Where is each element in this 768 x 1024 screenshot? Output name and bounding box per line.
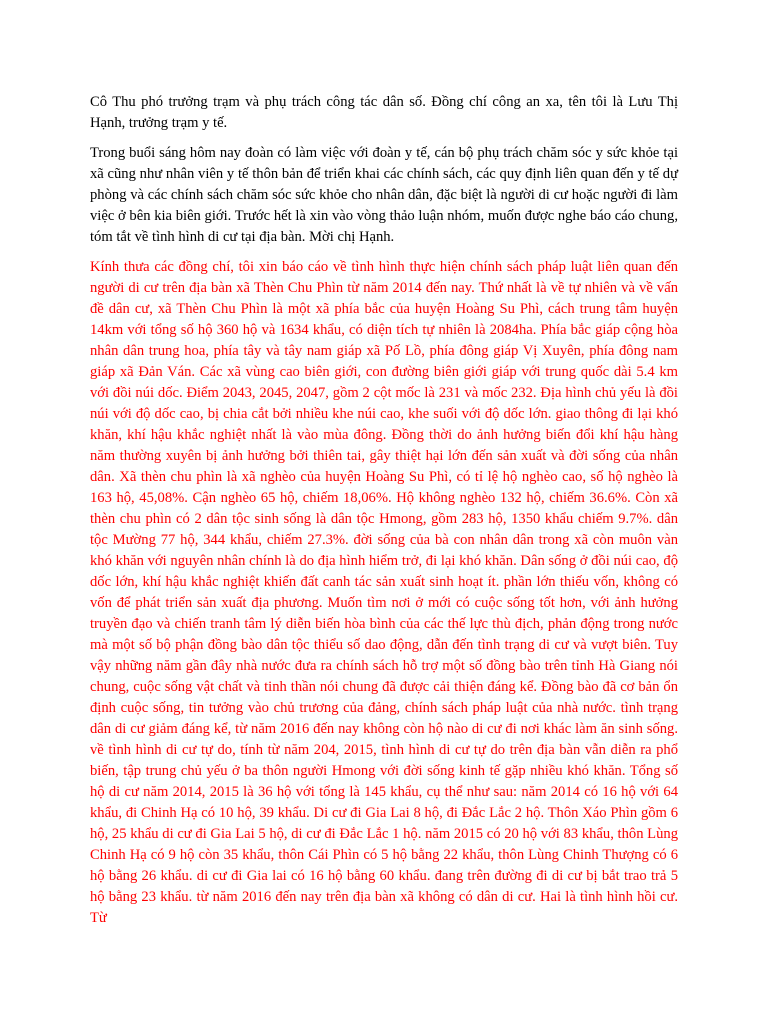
- meeting-paragraph: Trong buổi sáng hôm nay đoàn có làm việc với đoàn y tế, cán bộ phụ trách chăm sóc y sức khỏe tại xã cũng như nhân viên y tế thôn bản để triển khai các chính sách, các quy định liên quan đến y tế dự phòng và các chính sách chăm sóc sức khỏe cho nhân dân, đặc biệt là người di cư hoặc người đi làm việc ở bên kia biên giới. Trước hết là xin vào vòng thảo luận nhóm, muốn được nghe báo cáo chung, tóm tắt về tình hình di cư tại địa bàn. Mời chị Hạnh.: [90, 145, 678, 245]
- report-paragraph: Kính thưa các đồng chí, tôi xin báo cáo về tình hình thực hiện chính sách pháp luật liên quan đến người di cư trên địa bàn xã Thèn Chu Phìn từ năm 2014 đến nay. Thứ nhất là về tự nhiên và về vấn đề dân cư, xã Thèn Chu Phìn là một xã phía bắc của huyện Hoàng Su Phì, cách trung tâm huyện 14km với tổng số hộ 360 hộ và 1634 khẩu, có diện tích tự nhiên là 2084ha. Phía bắc giáp cộng hòa nhân dân trung hoa, phía tây và tây nam giáp xã Pố Lồ, phía đông giáp Vị Xuyên, phía đông nam giáp xã Đản Ván. Các xã vùng cao biên giới, con đường biên giới giáp với trung quốc dài 5.4 km với đồi núi dốc. Điểm 2043, 2045, 2047, gồm 2 cột mốc là 231 và mốc 232. Địa hình chủ yếu là đồi núi với độ dốc cao, bị chia cắt bởi nhiều khe núi cao, khe suối với độ dốc lớn. giao thông đi lại khó khăn, khí hậu khắc nghiệt nhất là vào mùa đông. Đồng thời do ảnh hưởng biến đổi khí hậu hàng năm thường xuyên bị ảnh hưởng bởi thiên tai, gây thiệt hại lớn đến sản xuất và đời sống của nhân dân. Xã thèn chu phìn là xã nghèo của huyện Hoàng Su Phì, có tỉ lệ hộ nghèo cao, số hộ nghèo là 163 hộ, 45,08%. Cận nghèo 65 hộ, chiếm 18,06%. Hộ không nghèo 132 hộ, chiếm 36.6%. Còn xã thèn chu phìn có 2 dân tộc sinh sống là dân tộc Hmong, gồm 283 hộ, 1350 khẩu chiếm 9.7%. dân tộc Mường 77 hộ, 344 khẩu, chiếm 27.3%. đời sống của bà con nhân dân trong xã còn muôn vàn khó khăn với nguyên nhân chính là do địa hình hiểm trở, đi lại khó khăn. Dân sống ở đồi núi cao, độ dốc lớn, khí hậu khắc nghiệt khiến đất canh tác sản xuất sinh hoạt ít. phần lớn thiếu vốn, không có vốn để phát triển sản xuất địa phương. Muốn tìm nơi ở mới có cuộc sống tốt hơn, với ảnh hưởng truyền đạo và chiến tranh tâm lý diễn biến hòa bình của các thế lực thù địch, phản động trong nước mà một số bộ phận đồng bào dân tộc thiểu số dao động, dẫn đến tình trạng di cư và vượt biên. Tuy vậy những năm gần đây nhà nước đưa ra chính sách hỗ trợ một số đồng bào trên tỉnh Hà Giang nói chung, cuộc sống vật chất và tinh thần nói chung đã được cải thiện đáng kể. Đồng bào đã cơ bản ổn định cuộc sống, tin tưởng vào chủ trương của đảng, chính sách pháp luật của nhà nước. tình trạng dân di cư giảm đáng kể, từ năm 2016 đến nay không còn hộ nào di cư đi nơi khác làm ăn sinh sống. về tình hình di cư tự do, tính từ năm 204, 2015, tình hình di cư tự do trên địa bàn vẫn diễn ra phổ biến, tập trung chủ yếu ở ba thôn người Hmong với đời sống kinh tế gặp nhiều khó khăn. Tổng số hộ di cư năm 2014, 2015 là 36 hộ với tổng là 145 khẩu, cụ thể như sau: năm 2014 có 16 hộ với 64 khẩu, đi Chinh Hạ có 10 hộ, 39 khẩu. Di cư đi Gia Lai 8 hộ, đi Đắc Lắc 2 hộ. Thôn Xáo Phìn gồm 6 hộ, 25 khẩu di cư đi Gia Lai 5 hộ, di cư đi Đắc Lắc 1 hộ. năm 2015 có 20 hộ với 83 khẩu, thôn Lùng Chinh Hạ có 9 hộ còn 35 khẩu, thôn Cái Phìn có 5 hộ bằng 22 khẩu, thôn Lùng Chinh Thượng có 6 hộ bằng 26 khẩu. di cư đi Gia lai có 16 hộ bằng 60 khẩu. đang trên đường đi di cư bị bắt trao trả 5 hộ bằng 23 khẩu. từ năm 2016 đến nay trên địa bàn xã không có dân di cư. Hai là tình hình hồi cư. Từ: [90, 259, 678, 926]
- document-page: [90, 92, 678, 938]
- intro-paragraph: Cô Thu phó trưởng trạm và phụ trách công tác dân số. Đồng chí công an xa, tên tôi là Lưu Thị Hạnh, trưởng trạm y tế.: [90, 94, 678, 131]
